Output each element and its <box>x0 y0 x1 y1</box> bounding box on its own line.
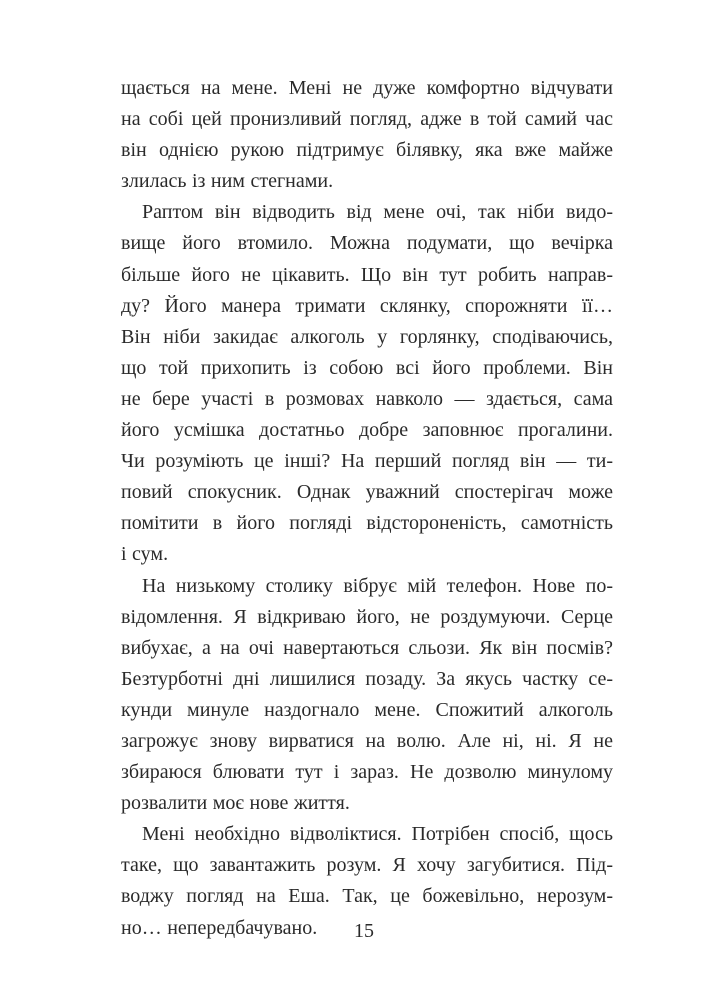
text-line: повий спокусник. Однак уважний спостерігач може <box>121 481 613 504</box>
paragraph <box>121 197 613 570</box>
paragraph <box>121 571 613 820</box>
text-line: загрожує знову вирватися на волю. Але ні, ні. Я не <box>121 729 613 752</box>
text-line: більше його не цікавить. Що він тут робить направ- <box>121 263 613 286</box>
text-line: збираюся блювати тут і зараз. Не дозволю минулому <box>121 761 613 784</box>
text-line: воджу погляд на Еша. Так, це божевільно, нерозум- <box>121 885 613 908</box>
text-line: він однією рукою підтримує білявку, яка вже майже <box>121 139 613 162</box>
text-line: Він ніби закидає алкоголь у горлянку, сподіваючись, <box>121 325 613 348</box>
text-line: помітити в його погляді відстороненість, самотність <box>121 512 613 535</box>
text-line: Чи розуміють це інші? На перший погляд він — ти- <box>121 450 613 473</box>
text-line: на собі цей пронизливий погляд, адже в той самий час <box>121 108 613 131</box>
text-line: злилась із ним стегнами. <box>121 170 334 193</box>
text-line: не бере участі в розмовах навколо — здається, сама <box>121 387 613 410</box>
text-line: його усмішка достатньо добре заповнює прогалини. <box>121 419 613 442</box>
text-line: На низькому столику вібрує мій телефон. Нове по- <box>142 574 613 597</box>
text-line: що той прихопить із собою всі його проблеми. Він <box>121 356 613 379</box>
text-line: вибухає, а на очі навертаються сльози. Як він посмів? <box>121 636 613 659</box>
text-line: щається на мене. Мені не дуже комфортно відчувати <box>121 77 613 99</box>
text-line: но… непередбачувано. <box>121 916 318 939</box>
paragraph <box>121 73 613 197</box>
text-line: відомлення. Я відкриваю його, не роздумуючи. Серце <box>121 605 613 628</box>
text-line: Раптом він відводить від мене очі, так ніби видо- <box>142 201 613 224</box>
text-line: і сум. <box>121 543 169 566</box>
text-line: розвалити моє нове життя. <box>121 792 350 815</box>
body-text <box>121 73 613 944</box>
text-line: вище його втомило. Можна подумати, що вечірка <box>121 232 613 255</box>
text-line: Безтурботні дні лишилися позаду. За якусь частку се- <box>121 667 613 690</box>
text-line: ду? Його манера тримати склянку, спорожняти її… <box>121 294 613 317</box>
text-line: Мені необхідно відволіктися. Потрібен спосіб, щось <box>142 823 613 846</box>
text-line: таке, що завантажить розум. Я хочу загубитися. Під- <box>121 854 613 877</box>
page-number: 15 <box>354 920 374 942</box>
text-line: кунди минуле наздогнало мене. Спожитий алкоголь <box>121 698 613 721</box>
